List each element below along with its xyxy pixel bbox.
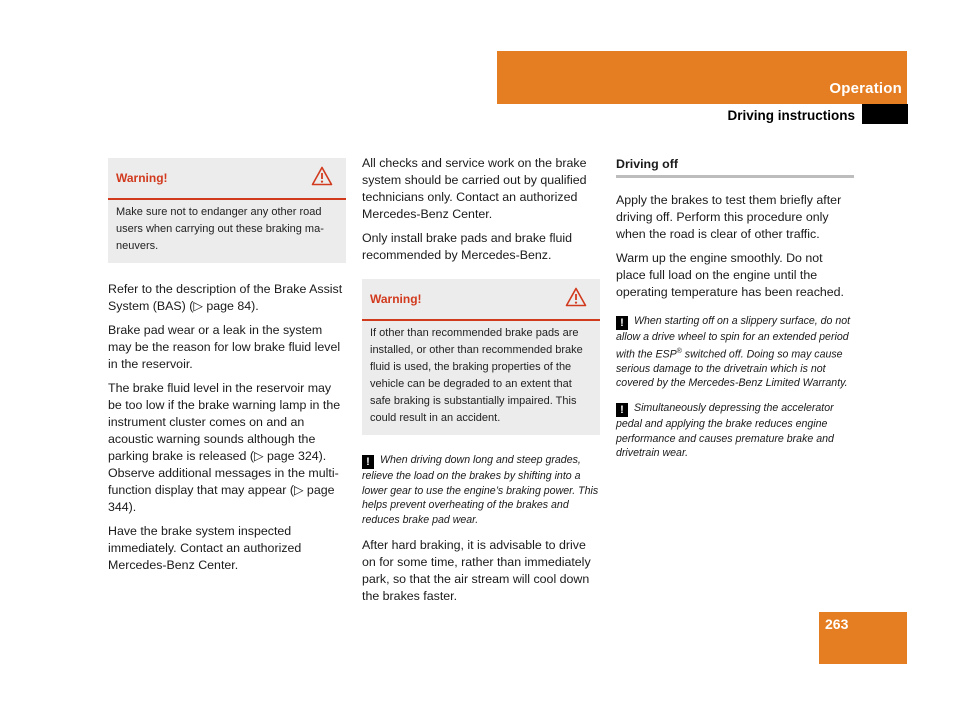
paragraph: Only install brake pads and brake fluid recommended by Mercedes-Benz. <box>362 231 573 262</box>
warning-triangle-icon <box>565 287 587 312</box>
section-title: Operation <box>829 80 902 97</box>
section-heading: Driving off <box>616 157 854 178</box>
page-number: 263 <box>825 616 849 632</box>
warning-header <box>108 158 346 200</box>
exclamation-icon: ! <box>362 455 374 469</box>
paragraph: Apply the brakes to test them briefly after driving off. Perform this procedure only when the road is clear of other traffic. <box>616 193 842 241</box>
section-tab-marker <box>862 104 908 124</box>
warning-title: Warning! <box>370 292 422 306</box>
note-text: When starting off on a slippery surface, do not allow a drive wheel to spin for an extended period with the ESP <box>616 315 851 361</box>
subsection-title: Driving instructions <box>727 108 855 123</box>
caution-note <box>616 314 854 391</box>
note-text: switched off. Doing so may cause serious damage to the drivetrain which is not covered by the Mercedes-Benz Limited Warranty. <box>616 348 848 390</box>
warning-header <box>362 279 600 321</box>
paragraph: After hard braking, it is advisable to drive on for some time, rather than immediately park, so that the air stream will cool down the brakes faster. <box>362 538 591 604</box>
warning-triangle-icon <box>311 166 333 191</box>
paragraph: Brake pad wear or a leak in the system may be the reason for low brake fluid level in the reservoir. <box>108 323 341 371</box>
note-text: Simultaneously depressing the accelerator pedal and applying the brake reduces engine performance and causes premature brake and drivetrain wear. <box>616 401 834 460</box>
paragraph: Refer to the description of the Brake Assist System (BAS) (▷ page 84). <box>108 282 343 313</box>
registered-mark: ® <box>676 347 682 355</box>
paragraph: All checks and service work on the brake system should be carried out by qualified technicians only. Contact an authorized Mercedes-Benz Center. <box>362 156 587 221</box>
column-3 <box>616 155 854 471</box>
warning-text: If other than recommended brake pads are installed, or other than recommended brake fluid is used, the braking properties of the vehicle can be degraded to an extent that safe braking is substantially impaired. This could result in an accident. <box>370 327 583 424</box>
column-1 <box>108 158 346 581</box>
caution-note <box>362 453 600 527</box>
column-2 <box>362 155 600 612</box>
exclamation-icon: ! <box>616 316 628 330</box>
warning-text: Make sure not to endanger any other road users when carrying out these braking ma-neuvers. <box>116 206 324 252</box>
exclamation-icon: ! <box>616 403 628 417</box>
paragraph: The brake fluid level in the reservoir may be too low if the brake warning lamp in the instrument cluster comes on and an acoustic warning sounds although the parking brake is released (▷ page 324). Observe additional messages in the multi-function display that may appear (▷ page 344). <box>108 381 341 514</box>
note-text: When driving down long and steep grades, relieve the load on the brakes by shifting into a lower gear to use the engine’s braking power. This helps prevent overheating of the brakes and reduces brake pad wear. <box>362 454 599 526</box>
caution-note <box>616 401 854 461</box>
warning-box <box>362 279 600 435</box>
paragraph: Have the brake system inspected immediately. Contact an authorized Mercedes-Benz Center. <box>108 524 302 572</box>
paragraph: Warm up the engine smoothly. Do not place full load on the engine until the operating temperature has been reached. <box>616 251 845 299</box>
warning-title: Warning! <box>116 171 168 185</box>
warning-box <box>108 158 346 263</box>
page-number-box <box>819 612 907 664</box>
